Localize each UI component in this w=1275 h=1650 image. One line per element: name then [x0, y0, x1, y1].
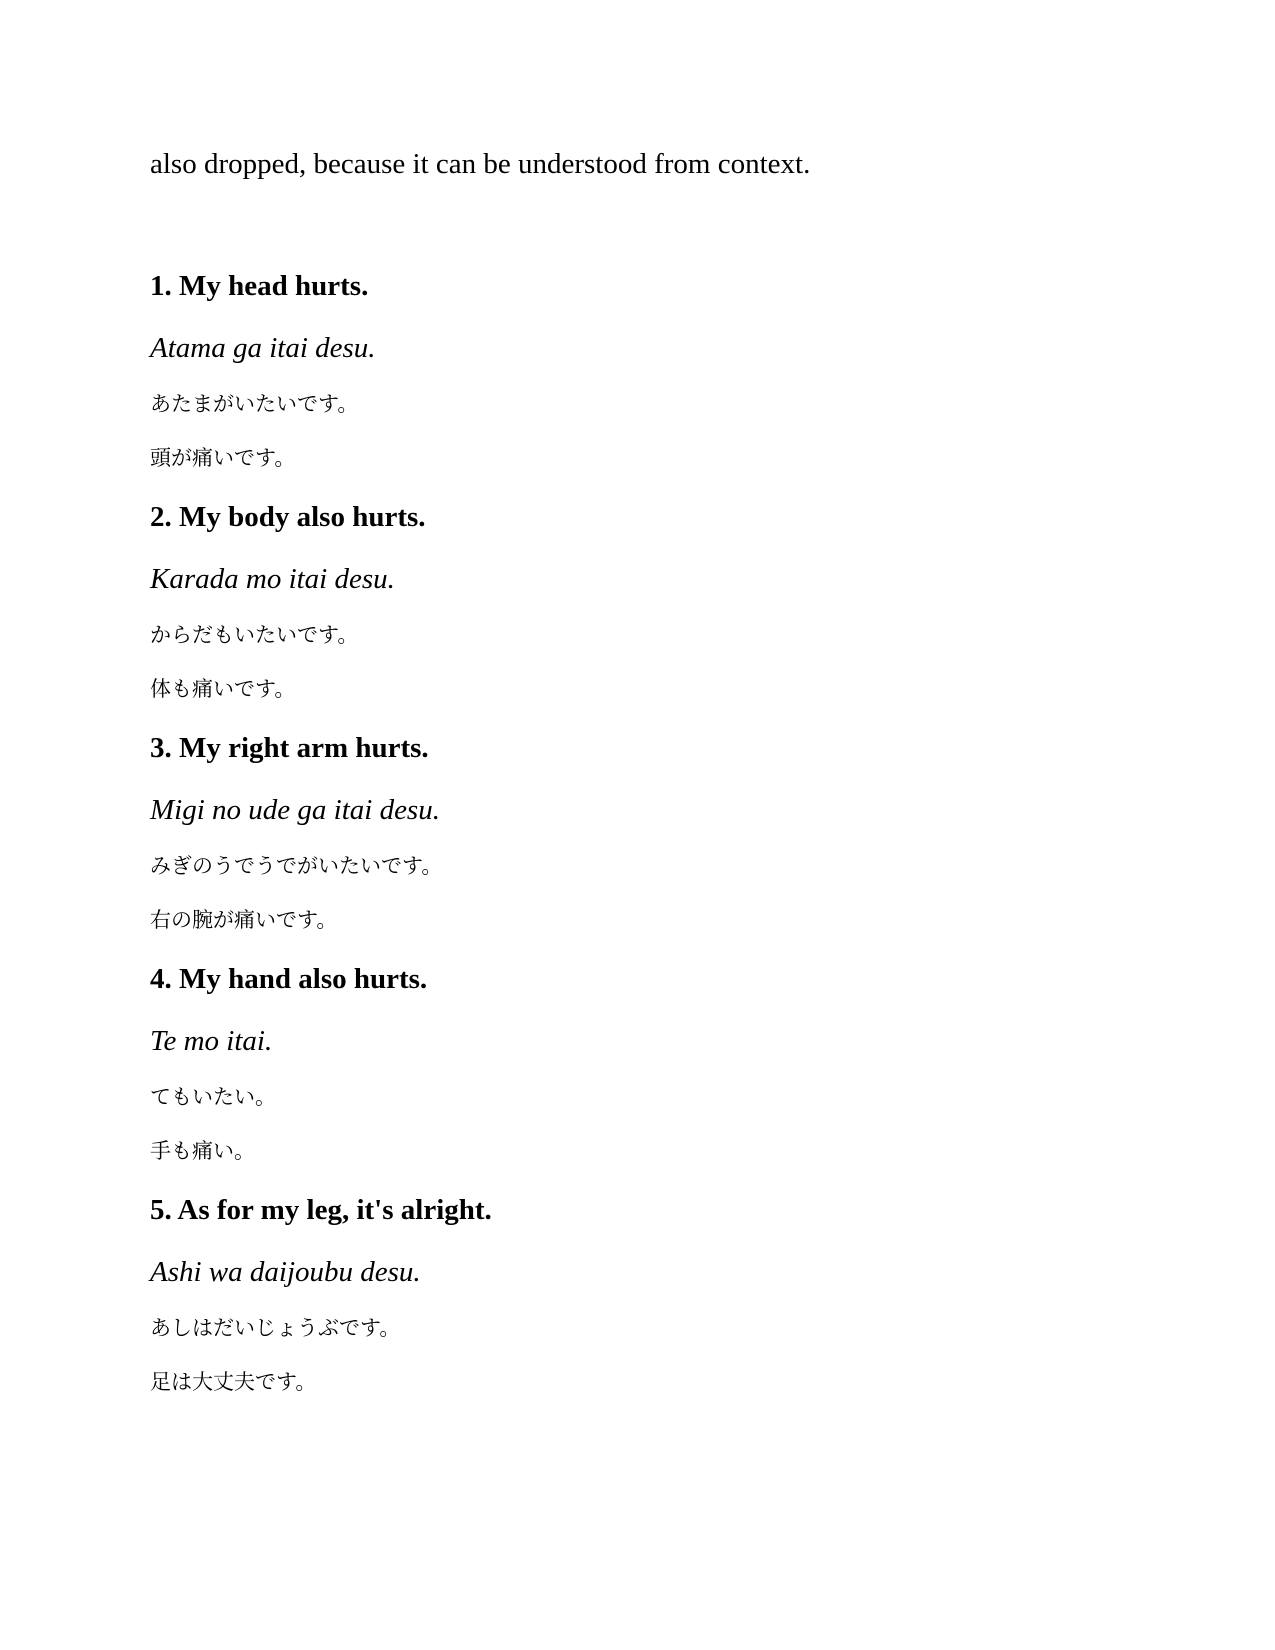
phrase-kana: てもいたい。 — [150, 1085, 276, 1109]
phrase-kana: あたまがいたいです。 — [150, 392, 359, 416]
phrase-heading: 2. My body also hurts. — [150, 501, 426, 533]
phrase-heading: 3. My right arm hurts. — [150, 732, 429, 764]
phrase-kanji: 手も痛い。 — [150, 1139, 255, 1163]
phrase-heading: 4. My hand also hurts. — [150, 963, 428, 995]
phrase-heading: 1. My head hurts. — [150, 270, 369, 302]
phrase-kanji: 体も痛いです。 — [150, 677, 296, 701]
phrase-romaji: Te mo itai. — [150, 1025, 273, 1057]
phrase-kana: からだもいたいです。 — [150, 623, 359, 647]
phrase-kana: みぎのうでうでがいたいです。 — [150, 854, 443, 878]
phrase-kana: あしはだいじょうぶです。 — [150, 1316, 401, 1340]
phrase-romaji: Ashi wa daijoubu desu. — [150, 1256, 421, 1288]
phrase-kanji: 右の腕が痛いです。 — [150, 908, 338, 932]
phrase-romaji: Migi no ude ga itai desu. — [150, 794, 440, 826]
phrase-romaji: Atama ga itai desu. — [150, 332, 376, 364]
intro-paragraph: also dropped, because it can be understood from context. — [150, 148, 811, 180]
phrase-kanji: 頭が痛いです。 — [150, 446, 296, 470]
phrase-kanji: 足は大丈夫です。 — [150, 1370, 317, 1394]
phrase-heading: 5. As for my leg, it's alright. — [150, 1194, 492, 1226]
phrase-romaji: Karada mo itai desu. — [150, 563, 395, 595]
